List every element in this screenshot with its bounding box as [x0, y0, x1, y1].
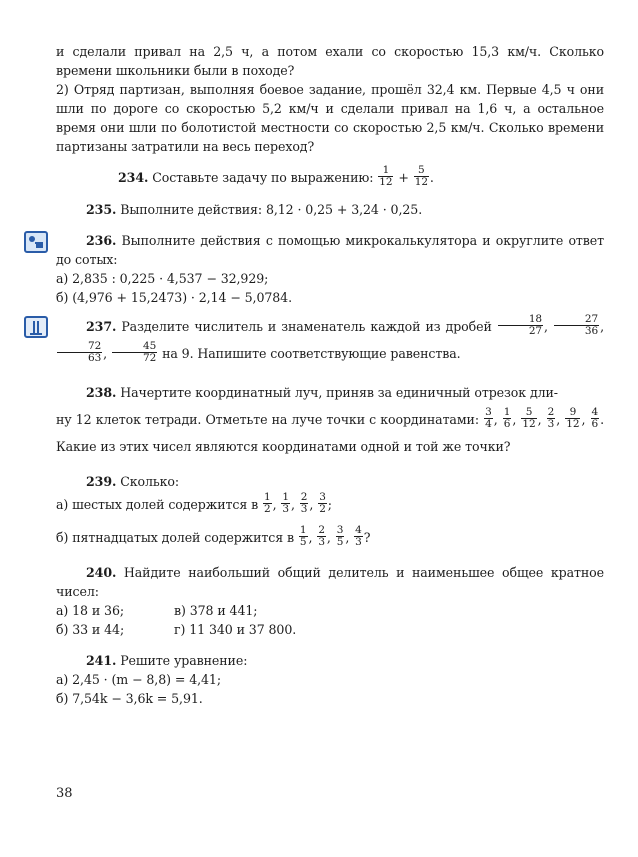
task-text: Найдите наибольший общий делитель и наименьшее общее кратное чисел:: [56, 565, 605, 599]
fraction: $\frac{5}{12}$: [414, 164, 428, 188]
fraction: $\frac{3}{4}$: [485, 406, 492, 430]
fraction: $\frac{3}{2}$: [319, 491, 326, 515]
fraction: $\frac{1}{2}$: [263, 491, 271, 515]
task-240-g: г) 11 340 и 37 800.: [174, 622, 297, 637]
task-238: 238. Начертите координатный луч, приняв за единичный отрезок дли- ну 12 клеток тетради. Отметьте на луче точки с координатами: $\frac{3}{4}$ , $\frac{1}{6}$ , $\frac{5}{12}$ , $\frac{2}{3}$ , $\frac{9}{12}$ , $\frac{4}{6}$ . Какие из этих чисел являются координатами одной и той же точки?: [56, 385, 604, 454]
fraction: $\frac{9}{12}$: [566, 406, 580, 430]
task-236-b: б) (4,976 + 15,2473) · 2,14 − 5,0784.: [56, 290, 292, 305]
task-text: Выполните действия: 8,12 · 0,25 + 3,24 · 0,25.: [120, 202, 423, 217]
task-240-a: а) 18 и 36;: [56, 603, 125, 618]
task-text: Сколько:: [120, 474, 180, 489]
task-235: [56, 200, 604, 219]
task-number: 234.: [118, 170, 149, 185]
task-text: ну 12 клеток тетради. Отметьте на луче точки с координатами:: [56, 412, 479, 427]
task-text: Составьте задачу по выражению:: [152, 170, 374, 185]
task-239-a: а) шестых долей содержится в $\frac{1}{2}$ , $\frac{1}{3}$ , $\frac{2}{3}$ , $\frac{3}{2}$ ;: [56, 491, 332, 515]
fraction: $\frac{2}{3}$: [300, 491, 308, 515]
operator: +: [398, 170, 409, 185]
fraction: $\frac{1}{5}$: [299, 524, 307, 548]
task-236: [56, 231, 604, 307]
task-number: 236.: [86, 233, 117, 248]
task-240-v: в) 378 и 441;: [174, 603, 258, 618]
task-239-b: б) пятнадцатых долей содержится в $\frac{1}{5}$ , $\frac{2}{3}$ , $\frac{3}{5}$ , $\frac{4}{3}$ ?: [56, 524, 371, 548]
task-number: 238.: [86, 385, 117, 400]
intro-line-2: 2) Отряд партизан, выполняя боевое задание, прошёл 32,4 км. Первые 4,5 ч они шли по дороге со скоростью 5,2 км/ч и сделали привал на 1,6 ч, а остальное время они шли по болотистой местности со скоростью 2,5 км/ч. Сколько времени партизаны затратили на весь переход?: [56, 82, 604, 154]
task-text: Выполните действия с помощью микрокалькулятора и округлите ответ до сотых:: [56, 233, 605, 267]
fraction: $\frac{1}{6}$: [503, 406, 511, 430]
fraction: $\frac{27}{36}$: [554, 314, 599, 337]
fraction: $\frac{2}{3}$: [547, 406, 555, 430]
notebook-icon: [24, 316, 48, 338]
fraction: $\frac{1}{3}$: [282, 491, 289, 515]
task-237: 237. Разделите числитель и знаменатель каждой из дробей $\frac{18}{27}$ , $\frac{27}{36}$ , $\frac{72}{63}$ , $\frac{45}{72}$ на 9. Напишите соответствующие равенства.: [56, 313, 604, 367]
task-text-tail: Какие из этих чисел являются координатами одной и той же точки?: [56, 439, 511, 454]
task-text: Разделите числитель и знаменатель каждой из дробей: [121, 319, 492, 334]
task-number: 239.: [86, 474, 117, 489]
intro-line-1: и сделали привал на 2,5 ч, а потом ехали со скоростью 15,3 км/ч. Сколько времени школьники были в походе?: [56, 44, 604, 78]
fraction: $\frac{18}{27}$: [498, 314, 543, 337]
page-content: [56, 42, 604, 708]
task-number: 240.: [86, 565, 117, 580]
fraction: $\frac{5}{12}$: [522, 406, 536, 430]
fraction: $\frac{4}{3}$: [355, 524, 362, 548]
fraction: $\frac{45}{72}$: [112, 341, 157, 364]
fraction: $\frac{3}{5}$: [336, 524, 344, 548]
task-236-a: а) 2,835 : 0,225 · 4,537 − 32,929;: [56, 271, 269, 286]
fraction: $\frac{72}{63}$: [57, 341, 102, 364]
task-text: Решите уравнение:: [120, 653, 248, 668]
page-number: 38: [56, 786, 73, 801]
task-234: 234. Составьте задачу по выражению: $\frac{1}{12}$ + $\frac{5}{12}$ .: [118, 164, 434, 188]
task-number: 241.: [86, 653, 117, 668]
task-241-b: б) 7,54k − 3,6k = 5,91.: [56, 691, 203, 706]
task-240: [56, 563, 604, 639]
fraction: $\frac{4}{6}$: [591, 406, 599, 430]
task-240-b: б) 33 и 44;: [56, 622, 125, 637]
task-text-tail: на 9. Напишите соответствующие равенства.: [162, 346, 461, 361]
task-241-a: а) 2,45 · (m − 8,8) = 4,41;: [56, 672, 221, 687]
task-number: 235.: [86, 202, 117, 217]
calculator-icon: [24, 231, 48, 253]
task-text: Начертите координатный луч, приняв за единичный отрезок дли-: [120, 385, 558, 400]
fraction: $\frac{1}{12}$: [379, 164, 393, 188]
fraction: $\frac{2}{3}$: [318, 524, 325, 548]
task-number: 237.: [86, 319, 117, 334]
task-239: [56, 472, 604, 551]
task-241: [56, 651, 604, 708]
